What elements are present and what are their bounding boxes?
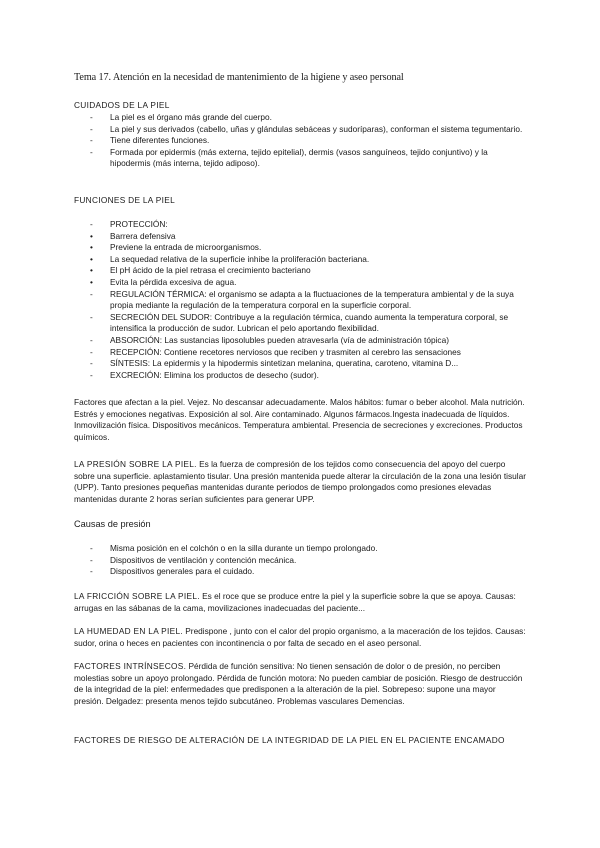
list-item: - PROTECCIÓN: [90,219,168,229]
humedad-paragraph [74,626,526,649]
heading-factores-riesgo: FACTORES DE RIESGO DE ALTERACIÓN DE LA INTEGRIDAD DE LA PIEL EN EL PACIENTE ENCAMADO [74,735,505,745]
presion-paragraph [74,459,526,505]
list-item: - REGULACIÓN TÉRMICA: el organismo se adapta a la fluctuaciones de la temperatura ambiental y de la suya propia mediante la regulación de la temperatura corporal en la superficie corporal. [90,288,514,311]
list-item: - RECEPCIÓN: Contiene recetores nerviosos que reciben y trasmiten al cerebro las sensaciones [90,346,461,357]
list-item: - Formada por epidermis (más externa, tejido epitelial), dermis (vasos sanguíneos, tejido conjuntivo) y la hipodermis (más interna, tejido adiposo). [90,146,488,169]
list-item: • Barrera defensiva [90,230,176,241]
list-item: - La piel es el órgano más grande del cuerpo. [90,112,272,122]
causas-list [90,543,530,578]
list-item: - ABSORCIÓN: Las sustancias liposolubles pueden atravesarla (vía de administración tópica) [90,334,449,345]
friccion-label: LA FRICCIÓN SOBRE LA PIEL. [74,591,200,601]
friccion-text: Es el roce que se produce entre la piel y la superficie sobre la que se apoya. Causas: arrugas en las sábanas de la cama, movilizaciones inadecuadas del paciente... [74,591,516,613]
presion-label: LA PRESIÓN SOBRE LA PIEL. [74,459,197,469]
list-item: - Dispositivos generales para el cuidado. [90,566,255,577]
list-item: - SÍNTESIS: La epidermis y la hipodermis sintetizan melanina, queratina, caroteno, vitamina D... [90,358,459,369]
document-title: Tema 17. Atención en la necesidad de mantenimiento de la higiene y aseo personal [74,72,404,83]
list-item: - Misma posición en el colchón o en la silla durante un tiempo prolongado. [90,543,378,553]
list-item: - Dispositivos de ventilación y contención mecánica. [90,554,297,565]
list-item: • Previene la entrada de microorganismos. [90,242,262,253]
list-item: • El pH ácido de la piel retrasa el crecimiento bacteriano [90,265,311,276]
list-item: - La piel y sus derivados (cabello, uñas y glándulas sebáceas y sudoríparas), conforman el sistema tegumentario. [90,123,523,134]
heading-cuidados: CUIDADOS DE LA PIEL [74,100,170,110]
humedad-label: LA HUMEDAD EN LA PIEL. [74,626,183,636]
heading-funciones: FUNCIONES DE LA PIEL [74,195,175,205]
funciones-list [90,219,530,381]
presion-text: Es la fuerza de compresión de los tejidos como consecuencia del apoyo del cuerpo sobre una superficie. aplastamiento tisular. Una presión mantenida puede alterar la circulación de la zona una lesión tisular (UPP). Tanto presiones pequeñas mantenidas durante periodos de tiempo prolongados como presiones elevadas mantenidas durante 2 horas serían suficientes para generar UPP. [74,459,526,504]
friccion-paragraph [74,591,526,614]
intrinsecos-label: FACTORES INTRÍNSECOS. [74,661,187,671]
cuidados-list [90,112,530,170]
intrinsecos-paragraph [74,661,526,707]
factores-paragraph: Factores que afectan a la piel. Vejez. No descansar adecuadamente. Malos hábitos: fumar o beber alcohol. Mala nutrición. Estrés y emociones negativas. Exposición al sol. Aire contaminado. Algunos fármacos.Ingesta inadecuada de líquidos. Inmovilización física. Dispositivos mecánicos. Temperatura ambiental. Presencia de secreciones y excreciones. Productos químicos. [74,397,525,442]
list-item: - SECRECIÓN DEL SUDOR: Contribuye a la regulación térmica, cuando aumenta la temperatura corporal, se intensifica la producción de sudor. Lubrican el pelo aportando flexibilidad. [90,311,509,334]
humedad-text: Predispone , junto con el calor del propio organismo, a la maceración de los tejidos. Causas: sudor, orina o heces en pacientes con incontinencia o por falta de secado en el aseo personal. [74,626,526,648]
list-item: • La sequedad relativa de la superficie inhibe la proliferación bacteriana. [90,253,370,264]
causas-heading: Causas de presión [74,519,151,529]
list-item: - EXCRECIÓN: Elimina los productos de desecho (sudor). [90,369,319,380]
list-item: • Evita la pérdida excesiva de agua. [90,276,237,287]
intrinsecos-text: Pérdida de función sensitiva: No tienen sensación de dolor o de presión, no perciben molestias sobre un apoyo prolongado. Pérdida de función motora: No pueden cambiar de posición. Riesgo de destrucción de la integridad de la piel: enfermedades que predisponen a la alteración de la piel. Sobrepeso: supone una mayor presión. Delgadez: presenta menos tejido subcutáneo. Problemas vasculares Demencias. [74,661,523,706]
list-item: - Tiene diferentes funciones. [90,135,210,146]
